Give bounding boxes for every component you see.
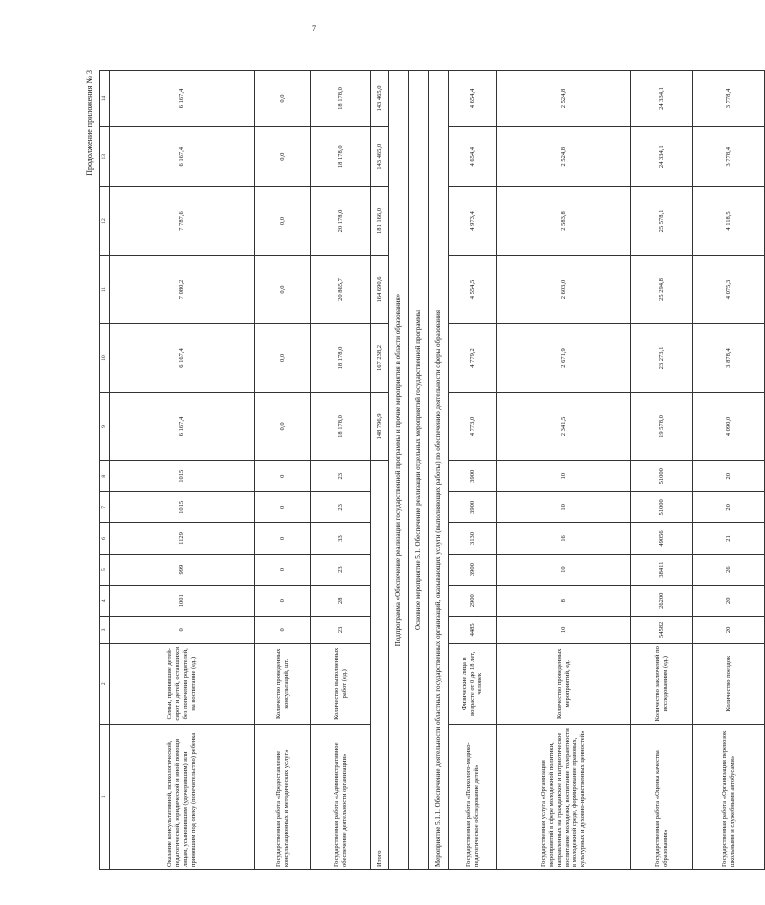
value-cell: 0: [255, 461, 311, 492]
value-cell: 54582: [631, 616, 693, 643]
value-cell: 0,0: [255, 324, 311, 392]
value-cell: 4 654,4: [449, 127, 497, 187]
value-cell: 20 865,7: [311, 255, 371, 323]
value-cell: 6 167,4: [110, 324, 255, 392]
column-number: 1: [100, 724, 110, 869]
value-cell: 0,0: [255, 255, 311, 323]
value-cell: 20 178,0: [311, 187, 371, 255]
total-value: 167 238,2: [371, 324, 389, 392]
value-cell: 4 075,3: [693, 255, 765, 323]
total-label: Итого: [371, 461, 389, 870]
column-number: 5: [100, 554, 110, 585]
value-cell: 2900: [449, 585, 497, 616]
value-cell: 24 334,1: [631, 127, 693, 187]
value-cell: 26: [693, 554, 765, 585]
value-cell: 24 334,1: [631, 71, 693, 127]
value-cell: 20: [693, 616, 765, 643]
column-number: 6: [100, 523, 110, 554]
table-row: [311, 71, 371, 870]
value-cell: 4 773,0: [449, 392, 497, 460]
table-row: [449, 71, 497, 870]
value-cell: 3130: [449, 523, 497, 554]
value-cell: 18 178,0: [311, 71, 371, 127]
data-table: [99, 70, 765, 870]
indicator-name: Количество проведенных консультаций, шт.: [255, 643, 311, 724]
value-cell: 2 524,8: [497, 71, 631, 127]
indicator-name: Физические лица в возрасте от 0 до 18 лет, человек: [449, 643, 497, 724]
value-cell: 10: [497, 461, 631, 492]
column-number: 7: [100, 492, 110, 523]
event-name: Государственная работа «Психолого-медико-педагогическое обследование детей»: [449, 724, 497, 869]
total-value: 143 465,0: [371, 71, 389, 127]
value-cell: 38411: [631, 554, 693, 585]
section-row: [429, 71, 449, 870]
value-cell: 3900: [449, 554, 497, 585]
value-cell: 1129: [110, 523, 255, 554]
table-row: [631, 71, 693, 870]
table-row: [693, 71, 765, 870]
value-cell: 33: [311, 523, 371, 554]
value-cell: 23: [311, 554, 371, 585]
rotated-page: [85, 70, 736, 870]
value-cell: 7 787,6: [110, 187, 255, 255]
value-cell: 8: [497, 585, 631, 616]
column-number: 2: [100, 643, 110, 724]
value-cell: 4 654,4: [449, 71, 497, 127]
indicator-name: Количество заключений по исследованиям (ед.): [631, 643, 693, 724]
value-cell: 4485: [449, 616, 497, 643]
event-name: Государственная работа «Административное обеспечение деятельности организации»: [311, 724, 371, 869]
section-row: [389, 71, 409, 870]
value-cell: 0: [110, 616, 255, 643]
value-cell: 1001: [110, 585, 255, 616]
table-body: [100, 71, 765, 870]
value-cell: 0,0: [255, 392, 311, 460]
value-cell: 0: [255, 585, 311, 616]
value-cell: 4 973,4: [449, 187, 497, 255]
page-number: 7: [312, 24, 316, 33]
table-row: [497, 71, 631, 870]
column-number: 14: [100, 71, 110, 127]
value-cell: 4 779,2: [449, 324, 497, 392]
table-row: [255, 71, 311, 870]
value-cell: 3900: [449, 461, 497, 492]
value-cell: 2 603,0: [497, 255, 631, 323]
value-cell: 21: [693, 523, 765, 554]
value-cell: 0,0: [255, 71, 311, 127]
event-name: Государственная работа «Предоставление консультационных и методических услуг»: [255, 724, 311, 869]
value-cell: 0: [255, 616, 311, 643]
event-name: Государственная услуга «Организация мероприятий в сфере молодежной политики, направленных на гражданское и патриотическое воспитание молодежи, воспитание толерантности в молодежной среде, формирование правовых, культурных и духовно-нравственных ценностей»: [497, 724, 631, 869]
column-number: 13: [100, 127, 110, 187]
value-cell: 3 778,4: [693, 71, 765, 127]
column-number: 3: [100, 616, 110, 643]
value-cell: 0: [255, 523, 311, 554]
value-cell: 23 273,1: [631, 324, 693, 392]
event-title: Мероприятие 5.1.1. Обеспечение деятельности областных государственных организаций, оказывающих услуги (выполняющих работы) по обеспечению деятельности сферы образования: [429, 71, 449, 870]
value-cell: 0,0: [255, 187, 311, 255]
total-value: 143 465,0: [371, 127, 389, 187]
column-number: 10: [100, 324, 110, 392]
section-row: [409, 71, 429, 870]
value-cell: 18 178,0: [311, 392, 371, 460]
value-cell: 18 178,0: [311, 127, 371, 187]
value-cell: 2 583,8: [497, 187, 631, 255]
appendix-title: Продолжение приложения № 3: [85, 70, 94, 176]
value-cell: 0,0: [255, 127, 311, 187]
value-cell: 18 178,0: [311, 324, 371, 392]
value-cell: 999: [110, 554, 255, 585]
main-event-title: Основное мероприятие 5.1. Обеспечение реализации отдельных мероприятий государственной программы: [409, 71, 429, 870]
value-cell: 23: [311, 461, 371, 492]
value-cell: 0: [255, 492, 311, 523]
value-cell: 2 524,8: [497, 127, 631, 187]
event-name: Государственная работа «Организация перевозок школьными и служебными автобусами»: [693, 724, 765, 869]
indicator-name: Количество выполненных работ (ед.): [311, 643, 371, 724]
total-value: 148 796,9: [371, 392, 389, 460]
value-cell: 10: [497, 554, 631, 585]
event-name: Оказание консультативной, психологической, педагогической, юридической и иной помощи лицам, усыновившим (удочерившим) или принявшим под опеку (попечительство) ребенка: [110, 724, 255, 869]
value-cell: 3 778,4: [693, 127, 765, 187]
event-name: Государственная работа «Оценка качества образования»: [631, 724, 693, 869]
value-cell: 10: [497, 616, 631, 643]
value-cell: 51000: [631, 461, 693, 492]
value-cell: 1015: [110, 461, 255, 492]
column-number: 4: [100, 585, 110, 616]
value-cell: 0: [255, 554, 311, 585]
value-cell: 25 578,1: [631, 187, 693, 255]
value-cell: 4 554,5: [449, 255, 497, 323]
value-cell: 6 167,4: [110, 392, 255, 460]
value-cell: 4 090,0: [693, 392, 765, 460]
value-cell: 1015: [110, 492, 255, 523]
column-number: 9: [100, 392, 110, 460]
value-cell: 20: [693, 585, 765, 616]
total-value: 181 166,0: [371, 187, 389, 255]
header-row: [100, 71, 110, 870]
value-cell: 26200: [631, 585, 693, 616]
value-cell: 2 341,5: [497, 392, 631, 460]
value-cell: 4 118,5: [693, 187, 765, 255]
value-cell: 23: [311, 616, 371, 643]
indicator-name: Количество поездок: [693, 643, 765, 724]
value-cell: 16: [497, 523, 631, 554]
total-value: 164 690,6: [371, 255, 389, 323]
value-cell: 51000: [631, 492, 693, 523]
value-cell: 3 878,4: [693, 324, 765, 392]
indicator-name: Семьи, принявшие детей-сирот и детей, оставшихся без попечения родителей, на воспитание (ед.): [110, 643, 255, 724]
value-cell: 6 167,4: [110, 71, 255, 127]
value-cell: 10: [497, 492, 631, 523]
value-cell: 6 167,4: [110, 127, 255, 187]
value-cell: 25 294,8: [631, 255, 693, 323]
table-row: [371, 71, 389, 870]
column-number: 8: [100, 461, 110, 492]
value-cell: 20: [693, 492, 765, 523]
value-cell: 3900: [449, 492, 497, 523]
value-cell: 2 671,9: [497, 324, 631, 392]
column-number: 11: [100, 255, 110, 323]
subprogram-title: Подпрограмма «Обеспечение реализации государственной программы и прочие мероприятия в области образования»: [389, 71, 409, 870]
value-cell: 19 578,0: [631, 392, 693, 460]
value-cell: 49056: [631, 523, 693, 554]
indicator-name: Количество проведенных мероприятий, ед.: [497, 643, 631, 724]
value-cell: 28: [311, 585, 371, 616]
value-cell: 23: [311, 492, 371, 523]
value-cell: 20: [693, 461, 765, 492]
table-row: [110, 71, 255, 870]
value-cell: 7 080,2: [110, 255, 255, 323]
column-number: 12: [100, 187, 110, 255]
